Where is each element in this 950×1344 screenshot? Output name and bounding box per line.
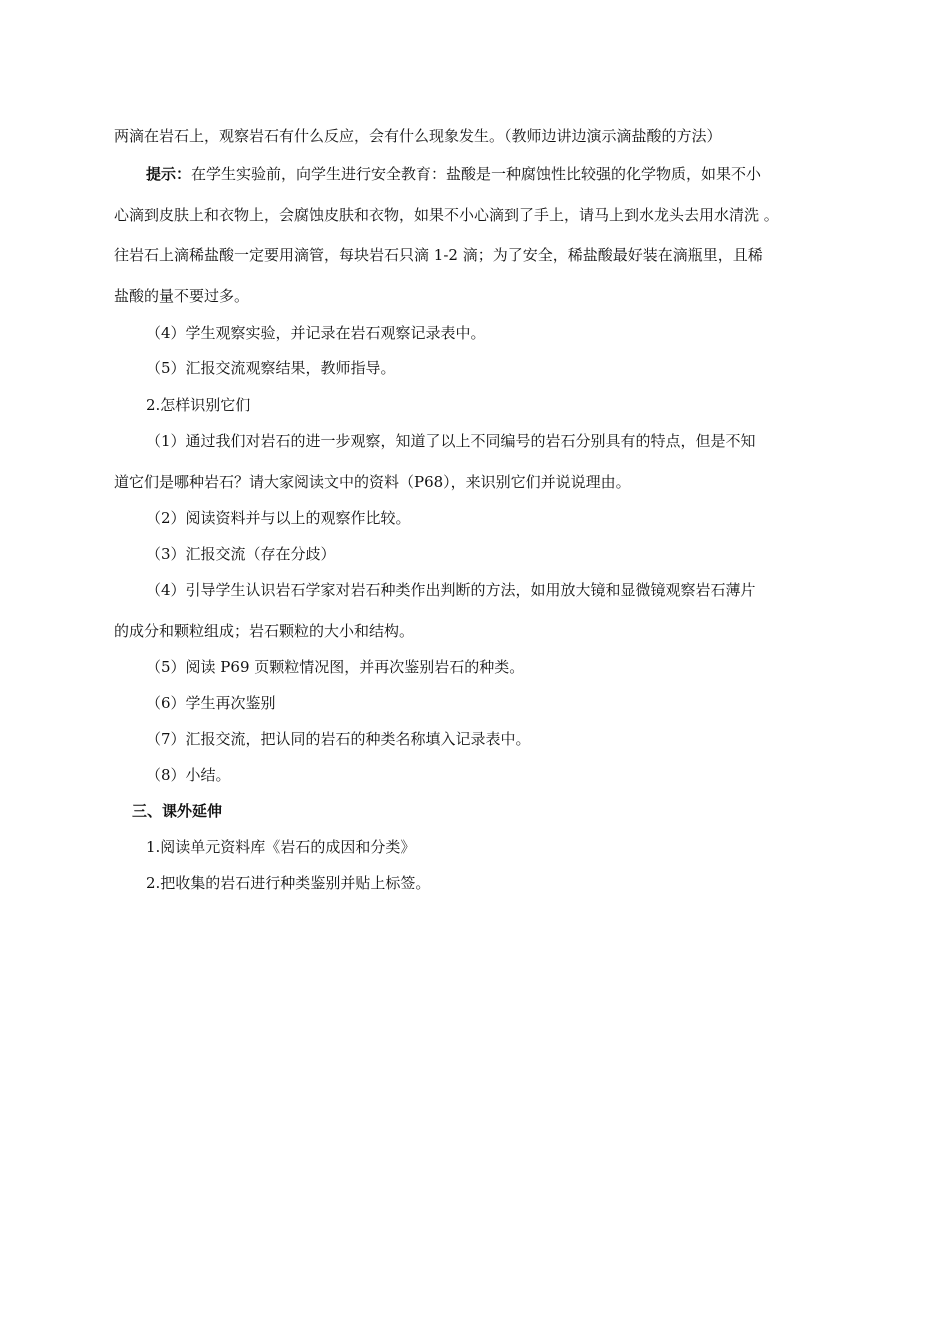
list-item: （5）汇报交流观察结果，教师指导。: [146, 359, 396, 377]
tip-text: 在学生实验前，向学生进行安全教育：盐酸是一种腐蚀性比较强的化学物质，如果不小: [191, 165, 762, 183]
list-item: （4）引导学生认识岩石学家对岩石种类作出判断的方法，如用放大镜和显微镜观察岩石薄片: [146, 581, 756, 599]
paragraph-line: 两滴在岩石上，观察岩石有什么反应，会有什么现象发生。（教师边讲边演示滴盐酸的方法）: [114, 127, 722, 145]
list-item: 2.把收集的岩石进行种类鉴别并贴上标签。: [146, 874, 431, 892]
list-item: 1.阅读单元资料库《岩石的成因和分类》: [146, 838, 416, 856]
paragraph-line: 的成分和颗粒组成；岩石颗粒的大小和结构。: [114, 622, 415, 640]
list-item: （1）通过我们对岩石的进一步观察，知道了以上不同编号的岩石分别具有的特点，但是不知: [146, 432, 756, 450]
list-item: （7）汇报交流，把认同的岩石的种类名称填入记录表中。: [146, 730, 531, 748]
paragraph-line: 心滴到皮肤上和衣物上，会腐蚀皮肤和衣物，如果不小心滴到了手上，请马上到水龙头去用水清洗 。: [114, 206, 779, 224]
list-item: （6）学生再次鉴别: [146, 694, 276, 712]
paragraph-line: 道它们是哪种岩石？请大家阅读文中的资料（P68），来识别它们并说说理由。: [114, 473, 631, 491]
list-item: （4）学生观察实验，并记录在岩石观察记录表中。: [146, 324, 486, 342]
section-heading: 三、课外延伸: [132, 802, 223, 820]
list-item: （2）阅读资料并与以上的观察作比较。: [146, 509, 411, 527]
list-item: （8）小结。: [146, 766, 231, 784]
tip-paragraph-line: [146, 164, 761, 184]
paragraph-line: 盐酸的量不要过多。: [114, 287, 250, 305]
tip-label: 提示：: [146, 165, 192, 183]
paragraph-line: 往岩石上滴稀盐酸一定要用滴管，每块岩石只滴 1-2 滴；为了安全，稀盐酸最好装在滴瓶里，且稀: [114, 246, 763, 264]
list-item: （5）阅读 P69 页颗粒情况图，并再次鉴别岩石的种类。: [146, 658, 525, 676]
list-item: （3）汇报交流（存在分歧）: [146, 545, 336, 563]
subsection-heading: 2.怎样识别它们: [146, 396, 251, 414]
